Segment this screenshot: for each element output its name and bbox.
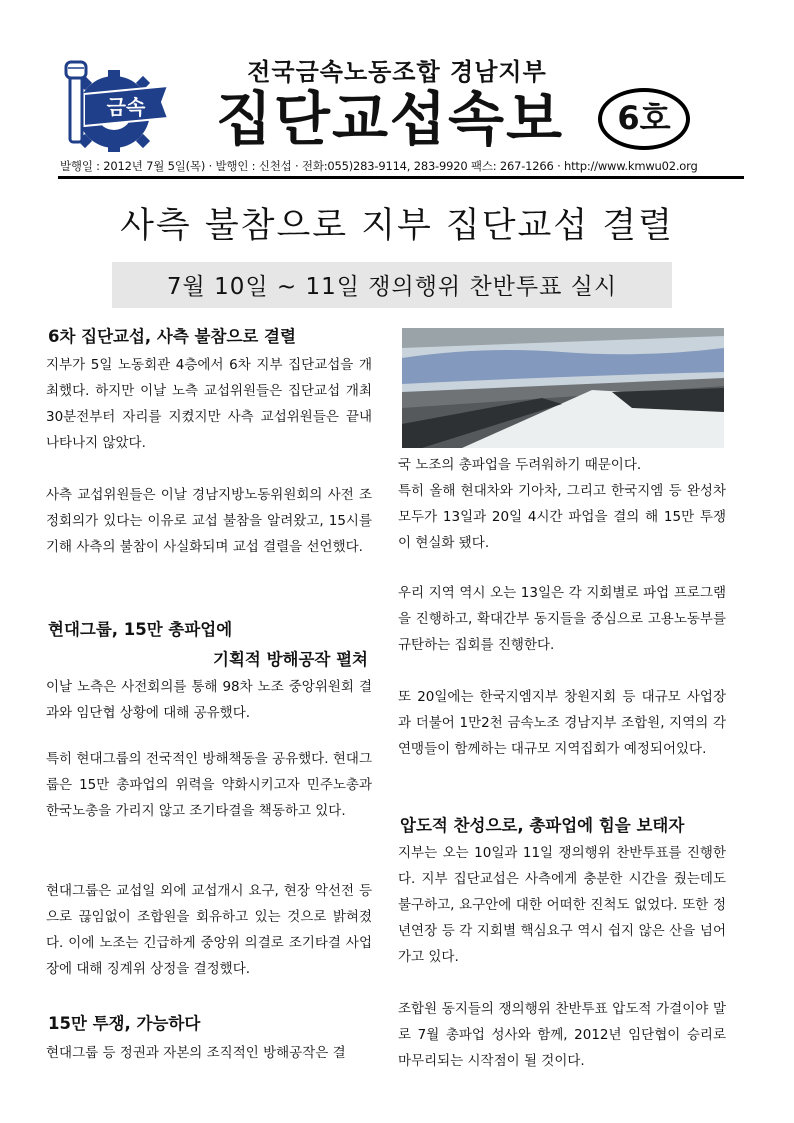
section-title-round6: 6차 집단교섭, 사측 불참으로 결렬 (48, 327, 296, 346)
paragraph: 국 노조의 총파업을 두려워하기 때문이다. (398, 457, 642, 473)
paragraph: 지부가 5일 노동회관 4층에서 6차 지부 집단교섭을 개최했다. 하지만 이날 노측 교섭위원들은 집단교섭 개최 30분전부터 자리를 지켰지만 사측 교섭위원들은 끝내 나타나지 않았다. (46, 357, 372, 451)
section-title-hyundai-line2: 기획적 방해공작 펼쳐 (213, 650, 368, 669)
union-name: 전국금속노동조합 경남지부 (247, 58, 547, 86)
logo-text: 금속 (106, 95, 146, 119)
paragraph: 이날 노측은 사전회의를 통해 98차 노조 중앙위원회 결과와 임단협 상황에 대해 공유했다. (46, 679, 372, 721)
paragraph: 우리 지역 역시 오는 13일은 각 지회별로 파업 프로그램을 진행하고, 확대간부 동지들을 중심으로 고용노동부를 규탄하는 집회를 진행한다. (398, 585, 726, 653)
subheadline: 7월 10일 ~ 11일 쟁의행위 찬반투표 실시 (166, 274, 618, 300)
section-title-hyundai: 현대그룹, 15만 총파업에 (48, 620, 233, 639)
paragraph: 특히 올해 현대차와 기아차, 그리고 한국지엠 등 완성차 모두가 13일과 20일 4시간 파업을 결의 해 15만 투쟁이 현실화 됐다. (398, 483, 726, 551)
main-headline: 사측 불참으로 지부 집단교섭 결렬 (120, 206, 674, 246)
paragraph: 조합원 동지들의 쟁의행위 찬반투표 압도적 가결이야 말로 7월 총파업 성사와 함께, 2012년 임단협이 승리로 마무리되는 시작점이 될 것이다. (398, 1001, 726, 1069)
paragraph: 특히 현대그룹의 전국적인 방해책동을 공유했다. 현대그룹은 15만 총파업의 위력을 약화시키고자 민주노총과 한국노총을 가리지 않고 조기타결을 책동하고 있다. (46, 751, 372, 819)
paragraph: 사측 교섭위원들은 이날 경남지방노동위원회의 사전 조정회의가 있다는 이유로 교섭 불참을 알려왔고, 15시를 기해 사측의 불참이 사실화되며 교섭 결렬을 선언했다. (46, 487, 372, 555)
section-title-vote: 압도적 찬성으로, 총파업에 힘을 보태자 (400, 816, 685, 835)
header-rule (58, 176, 744, 179)
bargaining-room-photo (402, 328, 724, 448)
section-title-150k: 15만 투쟁, 가능하다 (48, 1014, 201, 1033)
publication-info: 발행일 : 2012년 7월 5일(목) · 발행인 : 신천섭 · 전화:055)283-9114, 283-9920 팩스: 267-1266 · http://www.kmwu02.org (60, 159, 698, 173)
issue-number-badge: 6호 (598, 88, 690, 150)
paragraph: 지부는 오는 10일과 11일 쟁의행위 찬반투표를 진행한다. 지부 집단교섭은 사측에게 충분한 시간을 줬는데도 불구하고, 요구안에 대한 어떠한 진척도 없었다. 또한 정년연장 등 각 지회별 핵심요구 역시 쉽지 않은 산을 넘어가고 있다. (398, 845, 726, 965)
paragraph: 또 20일에는 한국지엠지부 창원지회 등 대규모 사업장과 더불어 1만2천 금속노조 경남지부 조합원, 지역의 각 연맹들이 함께하는 대규모 지역집회가 예정되어있다. (398, 689, 726, 757)
masthead-title: 집단교섭속보 (215, 85, 565, 153)
paragraph: 현대그룹은 교섭일 외에 교섭개시 요구, 현장 악선전 등으로 끊임없이 조합원을 회유하고 있는 것으로 밝혀졌다. 이에 노조는 긴급하게 중앙위 의결로 조기타결 사업장에 대해 징계위 상정을 결정했다. (46, 883, 372, 977)
paragraph: 현대그룹 등 정권과 자본의 조직적인 방해공작은 결 (46, 1045, 346, 1061)
